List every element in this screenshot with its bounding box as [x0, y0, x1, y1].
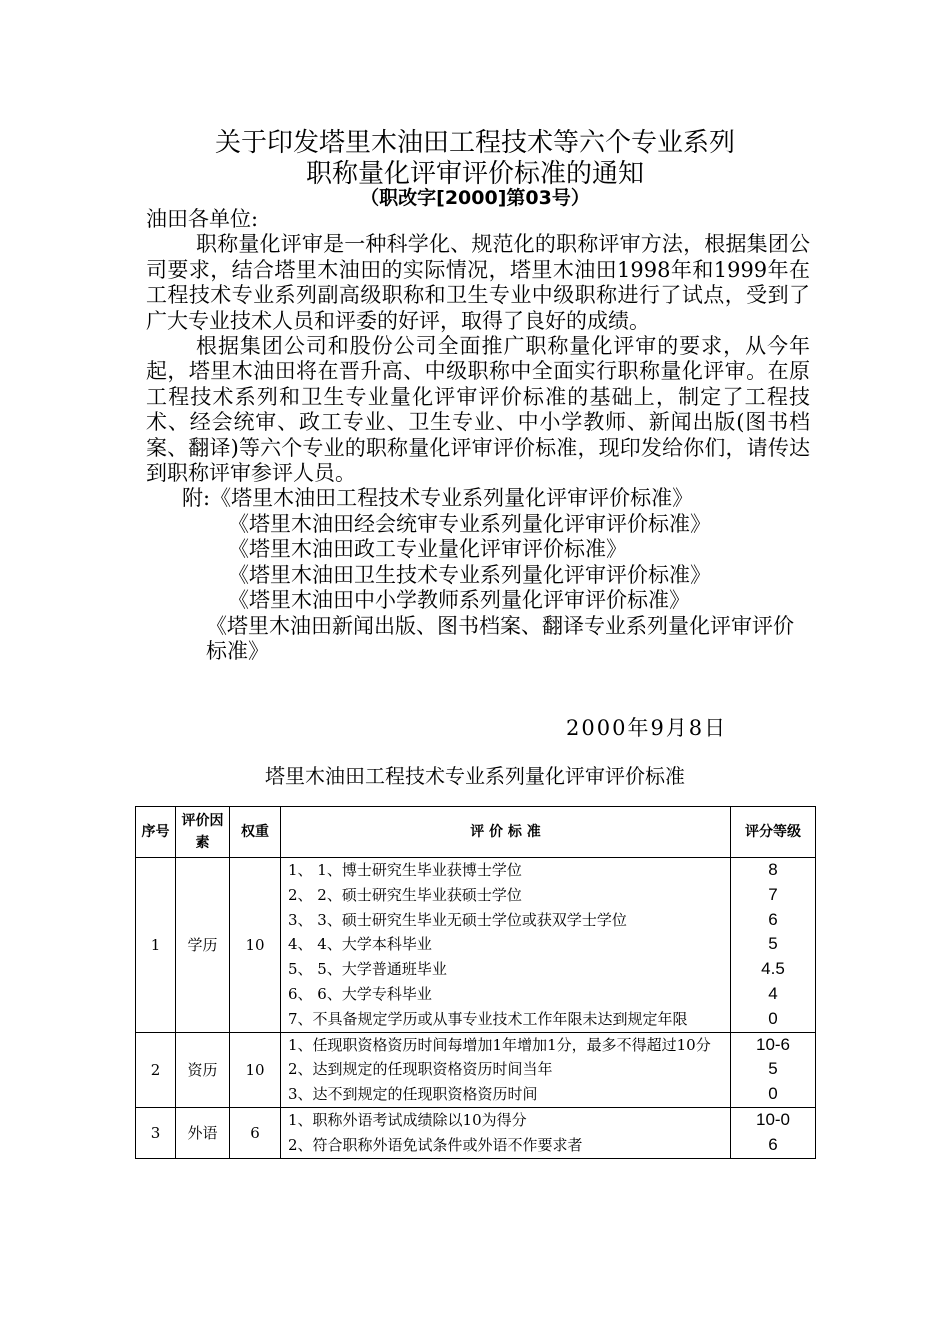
row-criteria [281, 858, 731, 1033]
notice-title-line1: 关于印发塔里木油田工程技术等六个专业系列 [214, 128, 735, 158]
paragraph-2: 根据集团公司和股份公司全面推广职称量化评审的要求，从今年起，塔里木油田将在晋升高、中级职称中全面实行职称量化评审。在原工程技术系列和卫生专业量化评审评价标准的基础上，制定了工程技术、经会统审、政工专业、卫生专业、中小学教师、新闻出版(图书档案、翻译)等六个专业的职称量化评审评价标准，现印发给你们，请传达到职称评审参评人员。 [146, 334, 810, 486]
score-value: 0 [768, 1084, 778, 1104]
table-row [136, 1032, 816, 1107]
notice-date: 2000年9月8日 [566, 716, 728, 740]
score-value: 5 [768, 1059, 778, 1079]
document-number: （职改字[2000]第03号） [360, 187, 590, 209]
row-weight: 10 [230, 1032, 281, 1107]
attachment-item: 附:《塔里木油田工程技术专业系列量化评审评价标准》 [182, 486, 694, 511]
criteria-item: 1、 1、博士研究生毕业获博士学位 [288, 861, 522, 879]
row-no: 3 [136, 1107, 176, 1158]
attachment-item: 《塔里木油田政工专业量化评审评价标准》 [228, 537, 627, 562]
table-header-row [136, 807, 816, 858]
criteria-item: 6、 6、大学专科毕业 [288, 984, 432, 1003]
criteria-item: 3、 3、硕士研究生毕业无硕士学位或获双学士学位 [288, 910, 627, 929]
attachment-item: 《塔里木油田新闻出版、图书档案、翻译专业系列量化评审评价标准》 [206, 613, 794, 663]
criteria-item: 2、符合职称外语免试条件或外语不作要求者 [288, 1135, 583, 1154]
attachment-item: 《塔里木油田卫生技术专业系列量化评审评价标准》 [228, 562, 711, 587]
score-value: 6 [768, 1134, 778, 1154]
row-criteria [281, 1032, 731, 1107]
row-factor: 学历 [176, 858, 230, 1033]
header-grade: 评分等级 [731, 807, 816, 858]
evaluation-table [135, 806, 816, 1159]
row-no: 1 [136, 858, 176, 1033]
criteria-item: 1、职称外语考试成绩除以10为得分 [288, 1110, 527, 1129]
criteria-item: 7、不具备规定学历或从事专业技术工作年限未达到规定年限 [288, 1009, 688, 1028]
criteria-item: 2、 2、硕士研究生毕业获硕士学位 [288, 885, 522, 904]
score-value: 10-6 [755, 1034, 791, 1054]
header-no: 序号 [136, 807, 176, 858]
score-value: 6 [768, 909, 778, 929]
header-criteria: 评 价 标 准 [281, 807, 731, 858]
row-factor: 资历 [176, 1032, 230, 1107]
score-value: 10-0 [755, 1109, 791, 1129]
header-factor: 评价因素 [176, 807, 230, 858]
salutation: 油田各单位: [146, 207, 259, 231]
criteria-item: 2、达到规定的任现职资格资历时间当年 [288, 1060, 553, 1079]
criteria-item: 4、 4、大学本科毕业 [288, 935, 432, 954]
row-factor: 外语 [176, 1107, 230, 1158]
row-weight: 10 [230, 858, 281, 1033]
notice-body [146, 207, 810, 664]
row-weight: 6 [230, 1107, 281, 1158]
row-no: 2 [136, 1032, 176, 1107]
score-value: 8 [768, 860, 778, 879]
score-value: 7 [768, 884, 778, 904]
attachment-item: 《塔里木油田经会统审专业系列量化评审评价标准》 [228, 511, 711, 536]
table-row [136, 858, 816, 1033]
row-scores [731, 1032, 816, 1107]
criteria-item: 1、任现职资格资历时间每增加1年增加1分，最多不得超过10分 [288, 1035, 711, 1054]
criteria-item: 3、达不到规定的任现职资格资历时间 [288, 1085, 538, 1104]
score-value: 0 [768, 1008, 778, 1028]
table-row [136, 1107, 816, 1158]
score-value: 4 [768, 983, 778, 1003]
header-weight: 权重 [230, 807, 281, 858]
standard-title: 塔里木油田工程技术专业系列量化评审评价标准 [265, 764, 685, 788]
row-scores [731, 1107, 816, 1158]
score-value: 4.5 [761, 959, 785, 979]
row-scores [731, 858, 816, 1033]
paragraph-1: 职称量化评审是一种科学化、规范化的职称评审方法，根据集团公司要求，结合塔里木油田的实际情况，塔里木油田1998年和1999年在工程技术专业系列副高级职称和卫生专业中级职称进行了试点，受到了广大专业技术人员和评委的好评，取得了良好的成绩。 [146, 232, 810, 333]
attachment-item: 《塔里木油田中小学教师系列量化评审评价标准》 [228, 588, 690, 613]
notice-title-line2: 职称量化评审评价标准的通知 [305, 159, 644, 189]
criteria-item: 5、 5、大学普通班毕业 [288, 960, 447, 979]
score-value: 5 [768, 934, 778, 954]
row-criteria [281, 1107, 731, 1158]
